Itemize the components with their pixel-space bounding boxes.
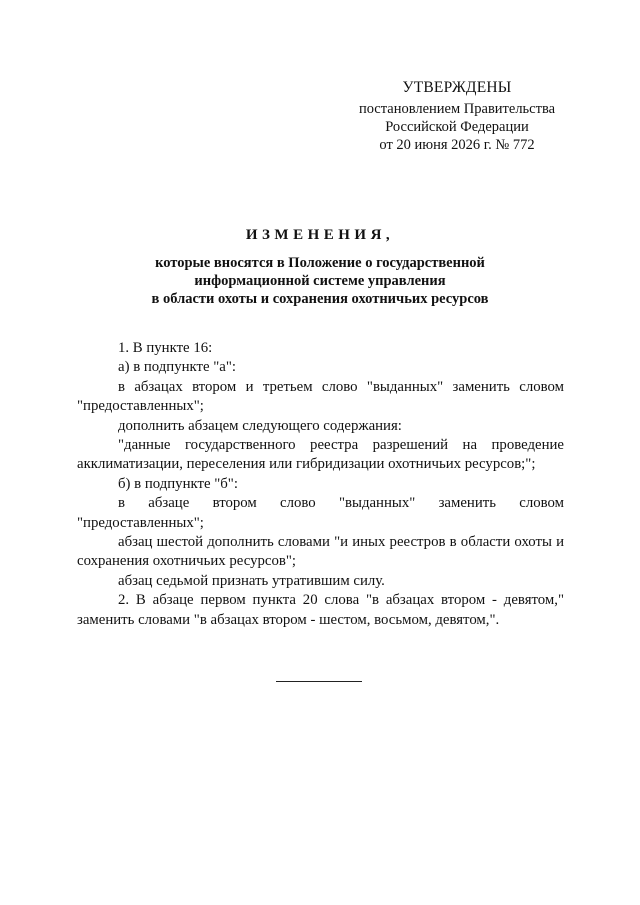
subtitle-line-2: информационной системе управления xyxy=(194,273,446,289)
approval-block xyxy=(330,79,584,154)
approval-line-3: от 20 июня 2026 г. № 772 xyxy=(379,137,535,153)
paragraph-quoted-content: "данные государственного реестра разрешений на проведение акклиматизации, переселения или гибридизации охотничьих ресурсов;"; xyxy=(77,437,564,473)
paragraph-subitem-b: б) в подпункте "б": xyxy=(118,475,238,492)
subtitle-line-3: в области охоты и сохранения охотничьих ресурсов xyxy=(151,291,489,307)
paragraph-subitem-a: а) в подпункте "а": xyxy=(118,359,237,376)
paragraph-abzac-seven: абзац седьмой признать утратившим силу. xyxy=(118,572,385,589)
approval-line-1: постановлением Правительства xyxy=(358,101,556,117)
paragraph-add-abzac: дополнить абзацем следующего содержания: xyxy=(118,417,402,434)
paragraph-replace-word-b: в абзаце втором слово "выданных" заменить словом xyxy=(118,495,564,512)
subtitle-line-1: которые вносятся в Положение о государственной xyxy=(155,255,485,271)
approval-line-2: Российской Федерации xyxy=(385,119,529,135)
closing-divider xyxy=(276,681,362,682)
document-subtitle xyxy=(60,254,580,308)
document-title: ИЗМЕНЕНИЯ, xyxy=(245,227,395,243)
paragraph-item-1: 1. В пункте 16: xyxy=(118,340,213,356)
document-heading xyxy=(60,227,580,308)
paragraph-item-2: 2. В абзаце первом пункта 20 слова "в абзацах втором - девятом," заменить словами "в абзацах втором - шестом, восьмом, девятом,". xyxy=(77,592,564,628)
document-body xyxy=(77,339,564,630)
paragraph-replace-word-b-cont: "предоставленных"; xyxy=(77,514,204,531)
approval-stamp-title: УТВЕРЖДЕНЫ xyxy=(402,79,512,96)
paragraph-replace-word: в абзацах втором и третьем слово "выданных" заменить словом "предоставленных"; xyxy=(77,378,564,415)
paragraph-abzac-six: абзац шестой дополнить словами "и иных реестров в области охоты и сохранения охотничьих ресурсов"; xyxy=(77,534,564,570)
